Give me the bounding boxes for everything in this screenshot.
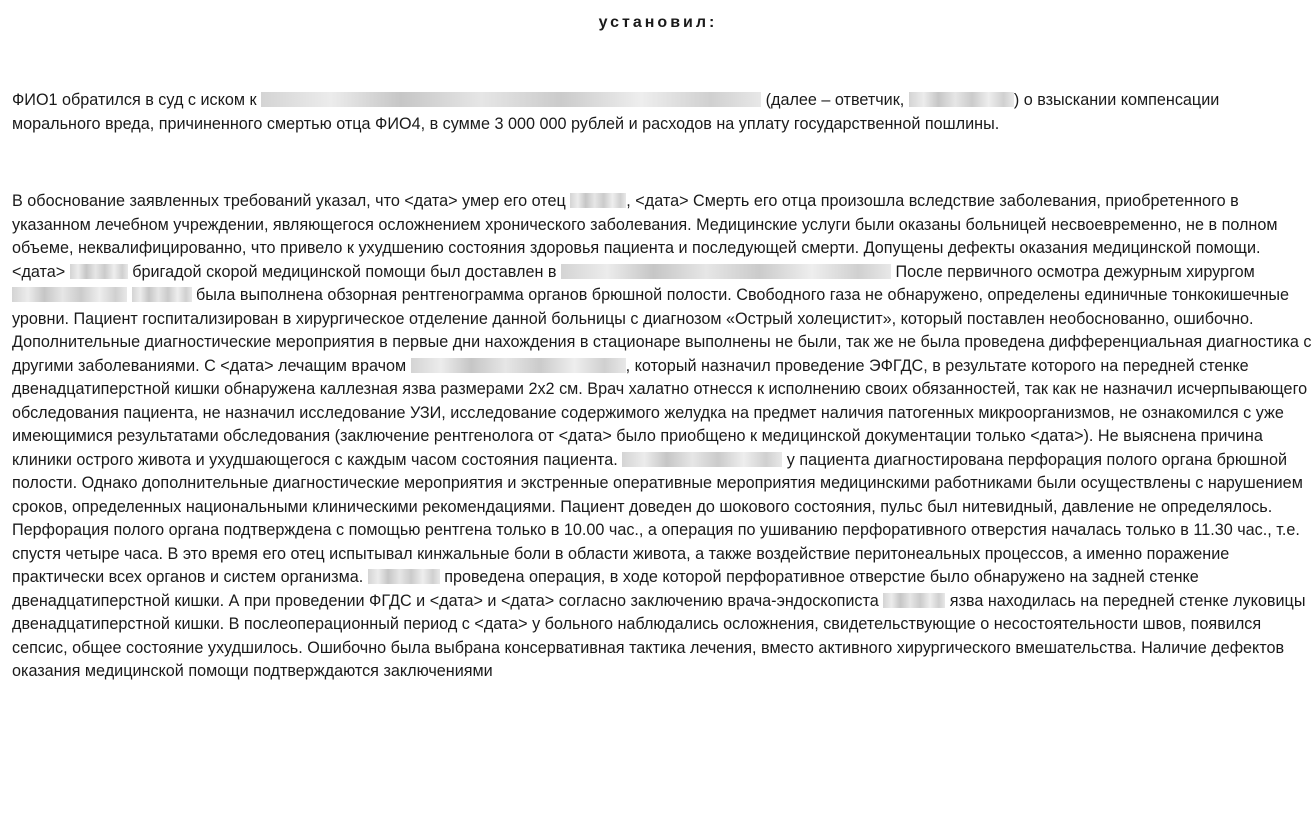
redacted-father-name	[570, 193, 626, 208]
redacted-surgeon-initials	[132, 287, 192, 302]
paragraph-grounds-text-9: язва находилась на передней стенке луковицы двенадцатиперстной кишки. В послеоперационный период с <дата> у больного наблюдались осложнения, свидетельствующие о несостоятельности швов, появился сепсис, общее состояние ухудшилось. Ошибочно была выбрана консервативная тактика лечения, вместо активного хирургического вмешательства. Наличие дефектов оказания медицинской помощи подтверждаются заключениями	[12, 591, 1306, 680]
paragraph-grounds-text-7: у пациента диагностирована перфорация полого органа брюшной полости. Однако дополнительные диагностические мероприятия и экстренные оперативные мероприятия медицинскими работниками были осуществлены с нарушением сроков, определенных национальными клиническими рекомендациями. Пациент доведен до шокового состояния, пульс был нитевидный, давление не определялось. Перфорация полого органа подтверждена с помощью рентгена только в 10.00 час., а операция по ушиванию перфоративного отверстия началась только в 11.30 час., т.е. спустя четыре часа. В это время его отец испытывал кинжальные боли в области живота, а также воздействие перитонеальных процессов, а именно поражение практически всех органов и систем организма.	[12, 450, 1303, 586]
redacted-operation-date	[368, 569, 440, 584]
paragraph-grounds-text-8: проведена операция, в ходе которой перфоративное отверстие было обнаружено на задней стенке двенадцатиперстной кишки. А при проведении ФГДС и <дата> и <дата> согласно заключению врача-эндоскописта	[12, 568, 1199, 610]
redacted-hospital-name	[561, 264, 891, 279]
redacted-surgeon-name	[12, 287, 127, 302]
redacted-endoscopist-name	[883, 593, 945, 608]
redacted-doctor-name	[411, 358, 626, 373]
paragraph-grounds-text-3: бригадой скорой медицинской помощи был доставлен в	[132, 262, 557, 281]
paragraph-claim-text-1: ФИО1 обратился в суд с иском к	[12, 91, 257, 109]
section-heading: установил:	[598, 14, 718, 31]
paragraph-claim-text-2: (далее – ответчик,	[765, 91, 905, 109]
paragraph-grounds	[12, 190, 1312, 684]
paragraph-claim	[12, 89, 1312, 136]
redacted-date-time	[622, 452, 782, 467]
paragraph-grounds-text-6: , который назначил проведение ЭФГДС, в результате которого на передней стенке двенадцатиперстной кишки обнаружена каллезная язва размерами 2х2 см. Врач халатно отнесся к исполнению своих обязанностей, так как не назначил исчерпывающего обследования пациента, не назначил исследование УЗИ, исследование содержимого желудка на предмет наличия патогенных микроорганизмов, не ознакомился с уже имеющимися результатами обследования (заключение рентгенолога от <дата> было приобщено к медицинской документации только <дата>). Не выяснена причина клиники острого живота и ухудшающегося с каждым часом состояния пациента.	[12, 356, 1308, 469]
redacted-time	[70, 264, 128, 279]
paragraph-claim-text-3: ) о взыскании компенсации морального вреда, причиненного смертью отца ФИО4, в сумме 3 000 000 рублей и расходов на уплату государственной пошлины.	[12, 91, 1220, 133]
redacted-defendant-name	[261, 92, 761, 107]
paragraph-grounds-text-2: , <дата> Смерть его отца произошла вследствие заболевания, приобретенного в указанном лечебном учреждении, являющегося осложнением хронического заболевания. Медицинские услуги были оказаны больницей несвоевременно, не в полном объеме, неквалифицированно, что привело к ухудшению состояния здоровья пациента и последующей смерти. Допущены дефекты оказания медицинской помощи. <дата>	[12, 192, 1278, 281]
paragraph-grounds-text-4: После первичного осмотра дежурным хирургом	[895, 262, 1255, 281]
paragraph-grounds-text-5: была выполнена обзорная рентгенограмма органов брюшной полости. Свободного газа не обнаружено, определены единичные тонкокишечные уровни. Пациент госпитализирован в хирургическое отделение данной больницы с диагнозом «Острый холецистит», который поставлен необоснованно, ошибочно. Дополнительные диагностические мероприятия в первые дни нахождения в стационаре выполнены не были, так же не была проведена дифференциальная диагностика с другими заболеваниями. С <дата> лечащим врачом	[12, 286, 1312, 375]
redacted-defendant-short	[909, 92, 1014, 107]
paragraph-grounds-text-1: В обоснование заявленных требований указал, что <дата> умер его отец	[12, 192, 566, 210]
